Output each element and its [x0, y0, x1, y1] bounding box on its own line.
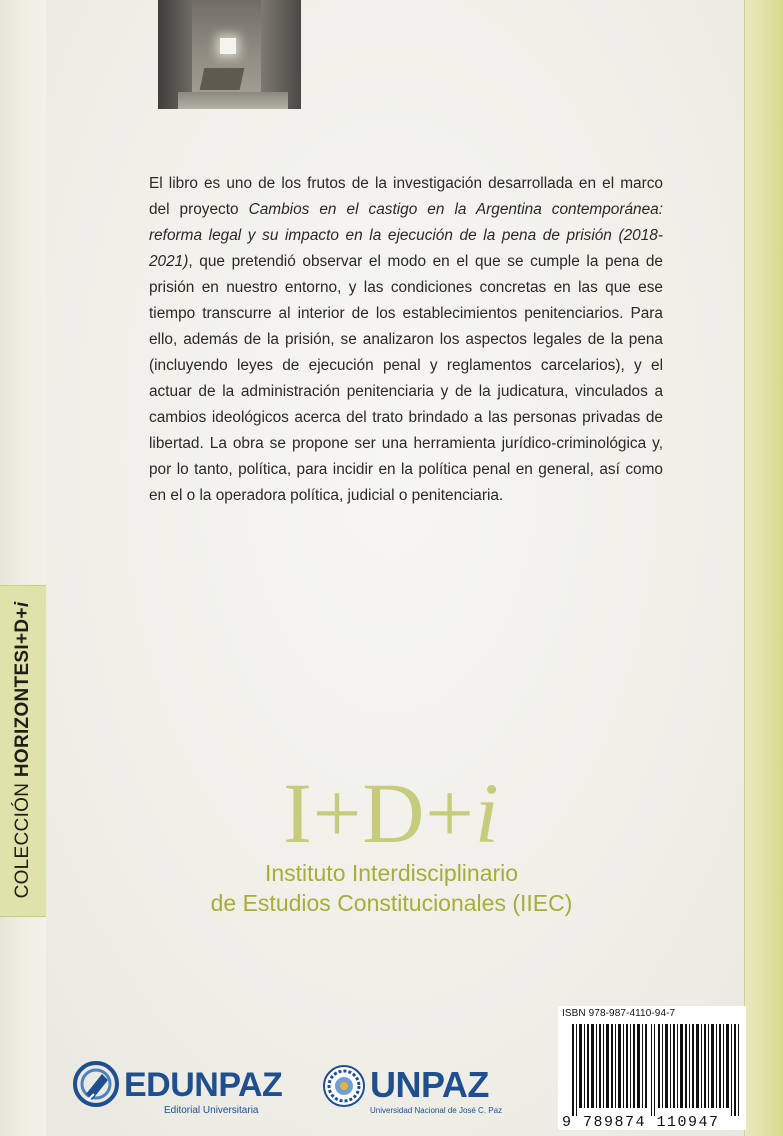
idi-logo-i: i [474, 765, 500, 861]
spine [0, 0, 46, 1136]
isbn-label: ISBN 978-987-4110-94-7 [562, 1008, 676, 1019]
spine-coleccion: COLECCIÓN [12, 782, 33, 899]
edunpaz-logo [72, 1060, 283, 1122]
spine-idi-prefix: I+D+ [12, 607, 33, 650]
blurb-part-2: , que pretendió observar el modo en el que se cumple la pena de prisión en nuestro entorno, y las condiciones concretas en las que ese tiempo transcurre al interior de los establecimientos penitenciarios. Para ello, además de la prisión, se analizaron los aspectos legales de la pena (incluyendo leyes de ejecución penal y reglamentos carcelarios), y el actuar de la administración penitenciaria y de la judicatura, vinculados a cambios ideológicos acerca del trato brindado a las personas privadas de libertad. La obra se propone ser una herramienta jurídico-criminológica y, por lo tanto, política, para incidir en la política penal en general, así como en el o la operadora política, judicial o penitenciaria. [149, 253, 663, 504]
idi-logo [0, 765, 783, 861]
institute-line-1: Instituto Interdisciplinario [264, 860, 519, 886]
spine-idi-i: i [12, 601, 33, 608]
edunpaz-sub: Editorial Universitaria [164, 1105, 259, 1116]
blurb-project-title: Cambios en el castigo en la Argentina contemporánea: reforma legal y su impacto en la ejecución de la pena de prisión (2018-2021) [149, 201, 664, 270]
edunpaz-name: EDUNPAZ [124, 1066, 283, 1104]
unpaz-seal-icon [322, 1064, 366, 1108]
unpaz-logo [322, 1060, 502, 1122]
blurb-text [149, 171, 663, 509]
barcode [558, 1006, 746, 1130]
unpaz-sub: Universidad Nacional de José C. Paz [370, 1106, 503, 1115]
edunpaz-pen-icon [72, 1060, 122, 1112]
barcode-bars [572, 1024, 740, 1116]
institute-line-2: de Estudios Constitucionales (IIEC) [210, 890, 573, 916]
institute-name [0, 858, 783, 918]
spine-horizontes: HORIZONTES [12, 649, 33, 778]
blurb-part-1: El libro es uno de los frutos de la investigación desarrollada en el marco del proyecto [149, 175, 663, 218]
cell-photo [158, 0, 301, 109]
unpaz-name: UNPAZ [370, 1064, 489, 1105]
idi-logo-prefix: I+D+ [283, 765, 475, 861]
barcode-digits: 9 789874 110947 [562, 1114, 720, 1131]
right-edge-strip [744, 0, 783, 1136]
